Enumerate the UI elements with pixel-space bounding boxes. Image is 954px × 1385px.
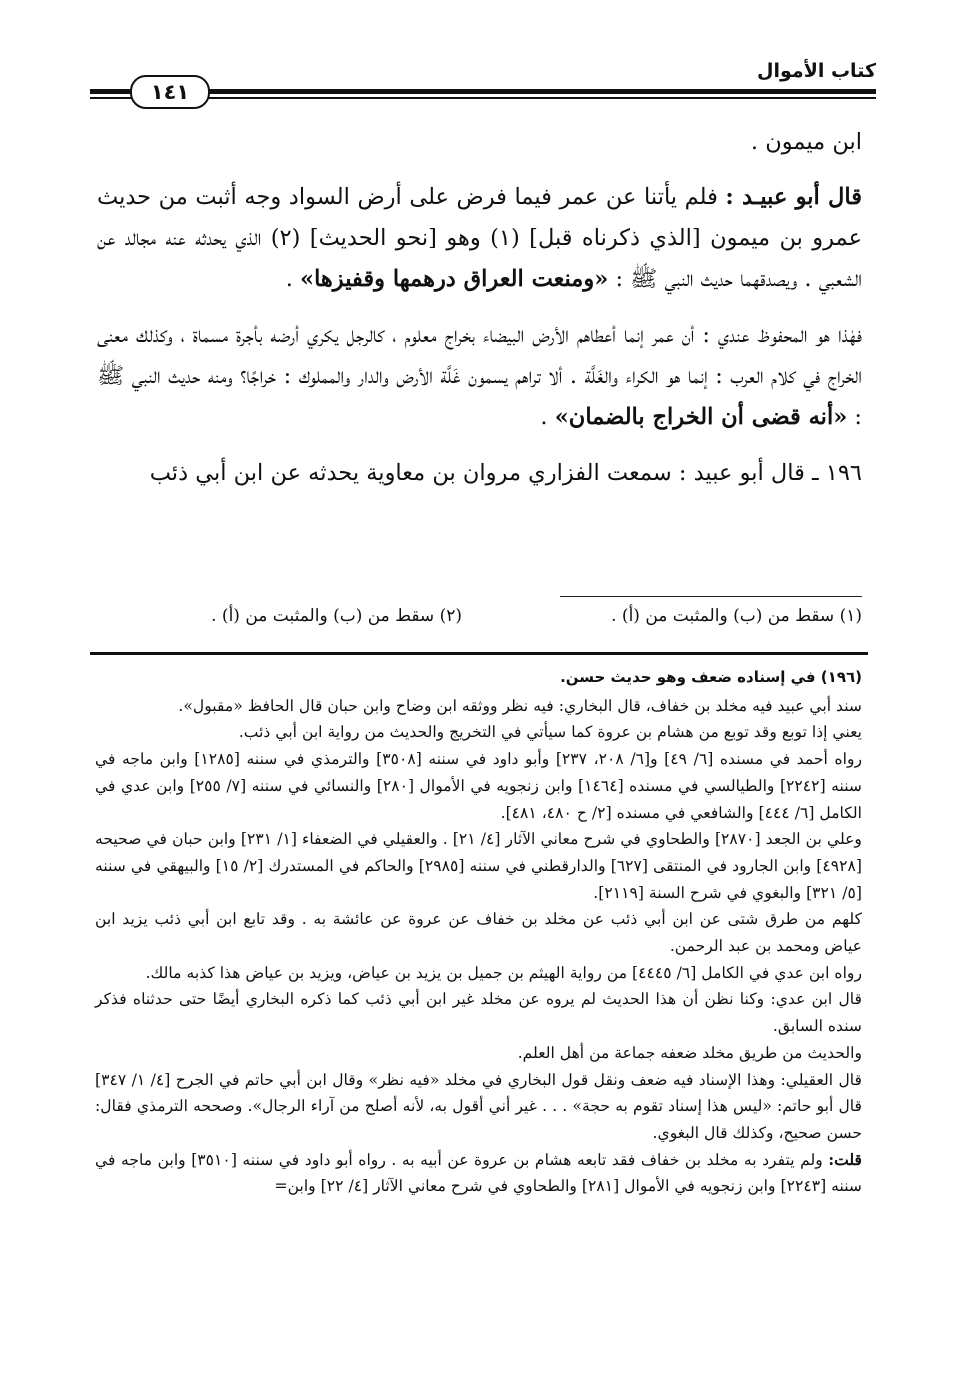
footnote-separator [560, 596, 862, 597]
speaker-label: قال أبو عبيـد : [725, 184, 862, 210]
qultu-label: قلت: [828, 1149, 862, 1169]
takhrij-line: رواه أحمد في مسنده [٦/ ٤٩] و[٦/ ٢٠٨، ٢٣٧] وأبو داود في سننه [٣٥٠٨] والترمذي في سننه [١٢٨٥] وابن ماجه في سننه [٢٢٤٢] والطيالسي في مسنده [١٤٦٤] وابن زنجويه في الأموال [٢٨٠] والنسائي في سننه [٧/ ٢٥٥] وابن عدي في الكامل [٦/ ٤٤٤] والشافعي في مسنده [٢/ ح ٤٨٠، ٤٨١]. [95, 750, 863, 822]
takhrij-line: رواه ابن عدي في الكامل [٦/ ٤٤٤٥] من رواية الهيثم بن جميل بن يزيد بن عياض، ويزيد بن عياض هذا كذبه مالك. [145, 963, 862, 982]
takhrij-line: يعني إذا توبع وقد توبع من هشام بن عروة كما سيأتي في التخريج والحديث من رواية ابن أبي ذئب. [238, 723, 862, 742]
paragraph-196: ١٩٦ ـ قال أبو عبيد : سمعت الفزاري مروان بن معاوية يحدثه عن ابن أبي ذئب [149, 460, 862, 486]
takhrij-line: سند أبي عبيد فيه مخلد بن خفاف، قال البخاري: فيه نظر ووثقه ابن وضاح وابن حبان قال الحافظ «مقبول». [178, 696, 862, 715]
page-number: ١٤١ [130, 75, 210, 109]
book-title: كتاب الأموال [757, 60, 876, 82]
paragraph-abu-ubaid [97, 177, 862, 300]
takhrij-section [95, 664, 862, 1200]
hadith-quote: «أنه قضى أن الخراج بالضمان» [554, 404, 848, 430]
takhrij-line: والحديث من طريق مخلد ضعفه جماعة من أهل العلم. [517, 1043, 862, 1062]
takhrij-line: قال ابن عدي: وكنا نظن أن هذا الحديث لم يروه عن مخلد غير ابن أبي ذئب كما ذكره البخاري أيضًا حتى حدثناه فذكر سنده السابق. [95, 990, 862, 1036]
takhrij-line: قال العقيلي: وهذا الإسناد فيه ضعف ونقل قول البخاري في مخلد «فيه نظر» وقال ابن أبي حاتم في الجرح [٤/ ١/ ٣٤٧] قال أبو حاتم: «ليس هذا إسناد تقوم به حجة» . . . غير أني أقول به، لأنه أصلح من آراء الرجال». وصححه الترمذي فقال: حسن صحيح، وكذلك قال البغوي. [95, 1070, 863, 1142]
paragraph-text: فلم يأتنا عن عمر فيما فرض على أرض السواد وجه أثبت من حديث عمرو بن ميمون [الذي ذكرناه قبل] (١) وهو [نحو الحديث] (٢) الذي يحدثه عنه مجالد عن الشعبي . ويصدقهما حديث النبي ﷺ : [97, 184, 862, 292]
takhrij-line [95, 1147, 862, 1200]
paragraph-text: فهٰذا هو المحفوظ عندي : أن عمر إنما أعطاهم الأرض البيضاء بخراج معلوم ، كالرجل يكري أرضه بأجرة مسماة ، وكذلك معنى الخراج في كلام العرب : إنما هو الكراء والغَلَّة . ألا تراهم يسمون غَلَّة الأرض والدار والمملوك : خراجًا؟ ومنه حديث النبي ﷺ : [97, 322, 862, 430]
footnotes [120, 606, 862, 636]
footnote-2: (٢) سقط من (ب) والمثبت من (أ) . [211, 606, 462, 626]
paragraph-end: . [285, 266, 301, 292]
takhrij-rule [90, 652, 868, 655]
takhrij-line: كلهم من طرق شتى عن ابن أبي ذئب عن مخلد بن خفاف عن عروة عن عائشة به . وقد تابع ابن أبي ذئب يزيد ابن عياض ومحمد بن عبد الرحمن. [95, 910, 862, 956]
takhrij-heading: (١٩٦) في إسناده ضعف وهو حديث حسن. [560, 668, 862, 686]
paragraph-continuation: ابن ميمون . [750, 129, 862, 155]
takhrij-text: ولم يتفرد به مخلد بن خفاف فقد تابعه هشام بن عروة عن أبيه به . رواه أبو داود في سننه [٣٥١٠] وابن ماجه في سننه [٢٢٤٣] وابن زنجويه في الأموال [٢٨١] والطحاوي في شرح معاني الآثار [٤/ ٢٢] وابن= [95, 1150, 862, 1196]
paragraph-end: . [540, 404, 555, 430]
paragraph-kharaj [97, 315, 862, 438]
footnote-1: (١) سقط من (ب) والمثبت من (أ) . [611, 606, 862, 626]
page-header [90, 60, 876, 106]
main-text [97, 122, 862, 509]
takhrij-line: وعلي بن الجعد [٢٨٧٠] والطحاوي في شرح معاني الآثار [٤/ ٢١] . والعقيلي في الضعفاء [١/ ٢٣١] وابن حبان في صحيحه [٤٩٢٨] وابن الجارود في المنتقى [٦٢٧] والدارقطني في سننه [٢٩٨٥] والحاكم في المستدرك [٢/ ١٥] والبيهقي في سننه [٥/ ٣٢١] والبغوي في شرح السنة [٢١١٩]. [95, 830, 863, 902]
hadith-quote: «ومنعت العراق درهمها وقفيزها» [300, 266, 609, 292]
